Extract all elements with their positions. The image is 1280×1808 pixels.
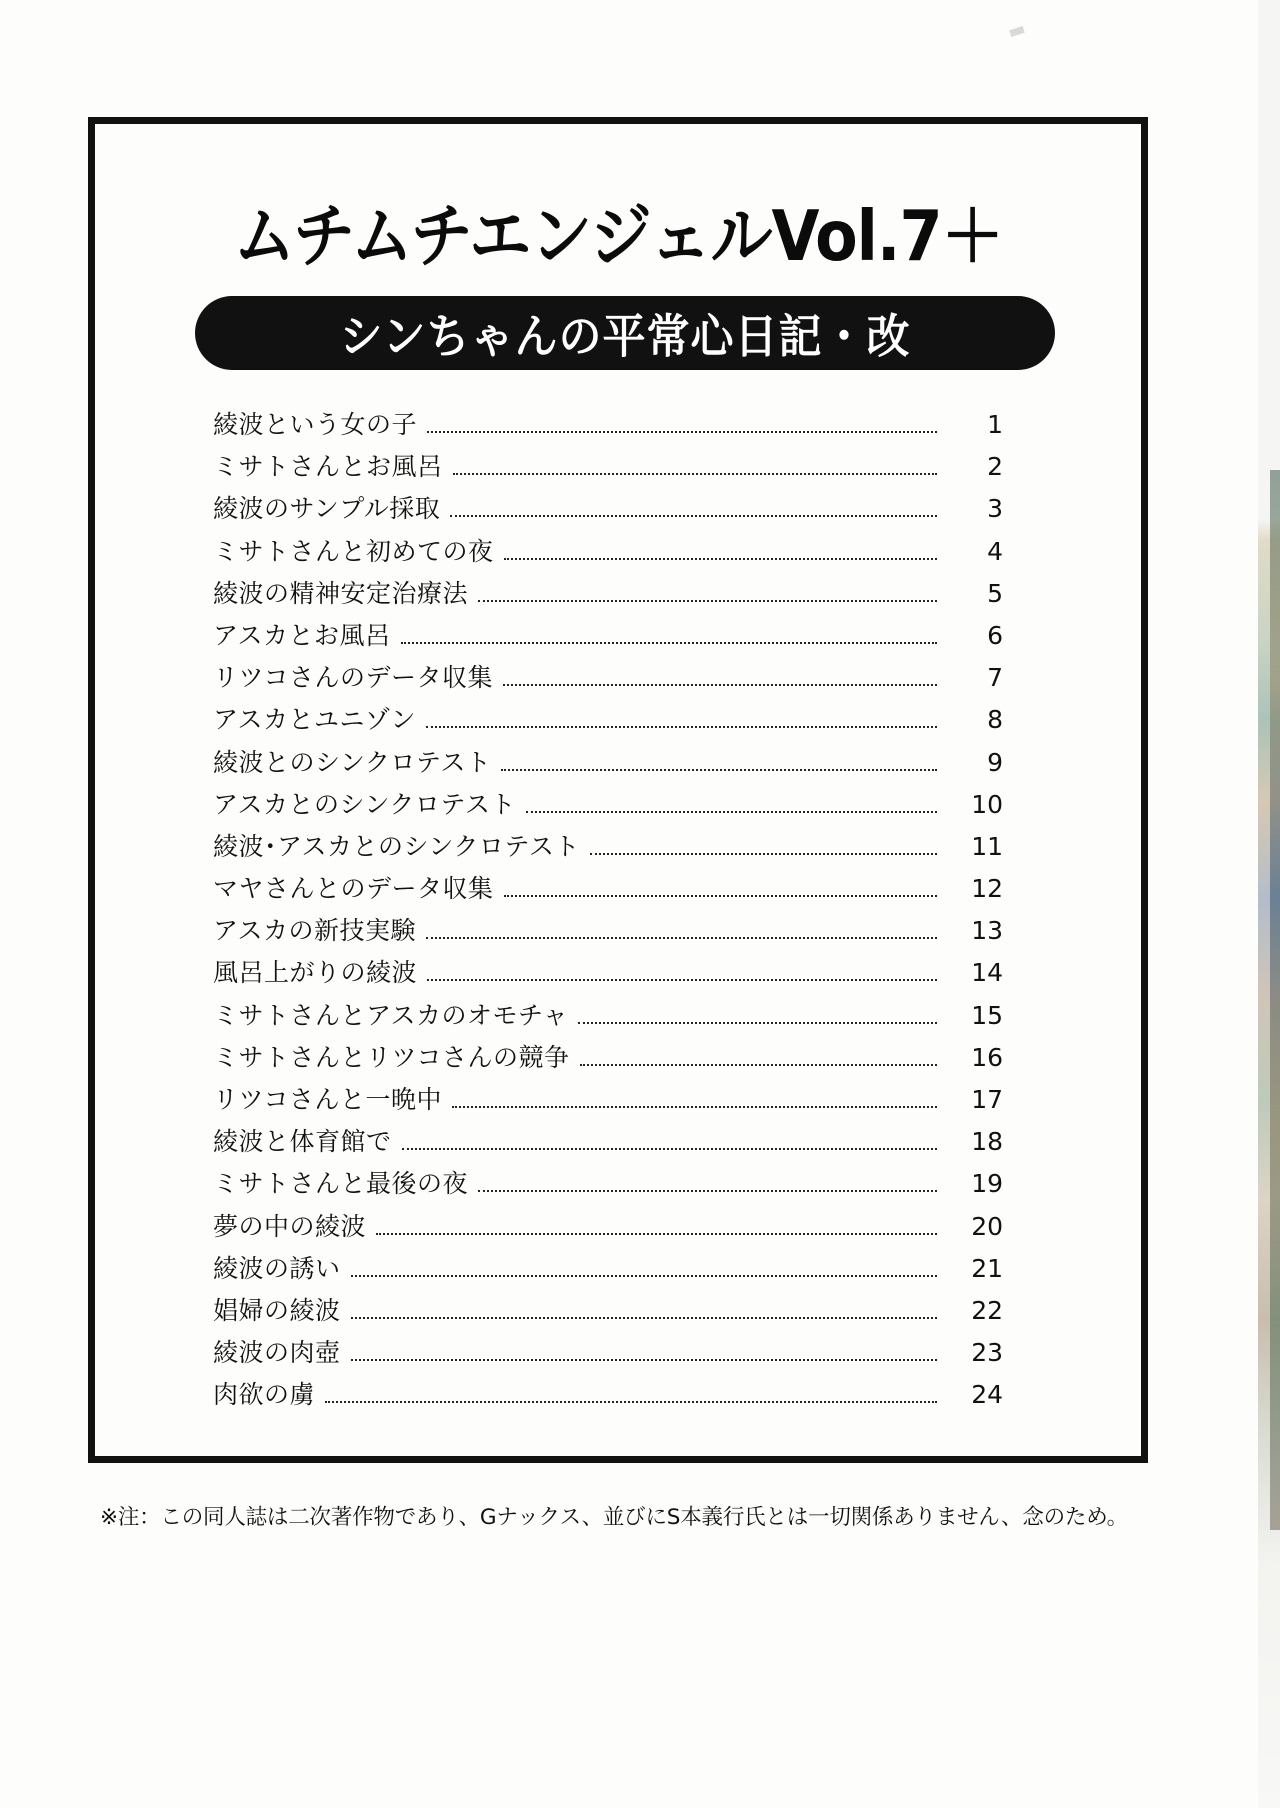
toc-entry-page-number: 2 [987,452,1003,482]
toc-entry-page-number: 15 [971,1000,1003,1030]
toc-entry[interactable] [213,616,1003,658]
toc-entry-page-number: 8 [987,705,1003,735]
toc-entry-label: 綾波のサンプル採取 [213,494,441,524]
toc-entry-page-number: 22 [971,1295,1003,1325]
toc-entry-page-number: 19 [971,1169,1003,1199]
toc-entry-label: 綾波の誘い [213,1253,341,1283]
toc-entry[interactable] [213,827,1003,869]
toc-leader-dots [351,1316,937,1319]
toc-leader-dots [427,978,937,981]
toc-leader-dots [325,1400,937,1403]
toc-leader-dots [426,725,937,728]
subtitle-text: シンちゃんの平常心日記・改 [339,309,911,364]
toc-entry[interactable] [213,405,1003,447]
footnote: ※注：この同人誌は二次著作物であり、Gナックス、並びにS本義行氏とは一切関係ありません、念のため。 [100,1505,1128,1530]
toc-entry-page-number: 10 [971,789,1003,819]
toc-entry-page-number: 11 [971,831,1003,861]
scan-edge-artifact-secondary [1270,470,1280,1530]
toc-leader-dots [453,472,937,475]
page-title: ムチムチエンジェルVol.7＋ [233,195,1003,277]
toc-entry-label: 綾波･アスカとのシンクロテスト [213,831,580,861]
toc-entry[interactable] [213,1207,1003,1249]
toc-entry[interactable] [213,785,1003,827]
scan-speck [1009,26,1024,37]
toc-entry-page-number: 9 [987,747,1003,777]
toc-entry[interactable] [213,532,1003,574]
toc-leader-dots [426,936,937,939]
toc-entry[interactable] [213,996,1003,1038]
toc-leader-dots [580,1063,937,1066]
toc-entry[interactable] [213,700,1003,742]
toc-entry-label: アスカとのシンクロテスト [213,789,516,819]
toc-entry-label: リツコさんのデータ収集 [213,663,494,693]
toc-entry[interactable] [213,447,1003,489]
toc-entry-label: 夢の中の綾波 [213,1211,367,1241]
toc-entry-page-number: 18 [971,1127,1003,1157]
toc-entry-page-number: 4 [987,536,1003,566]
toc-leader-dots [478,599,937,602]
toc-leader-dots [478,1189,937,1192]
toc-leader-dots [504,894,937,897]
toc-leader-dots [427,430,937,433]
toc-entry[interactable] [213,1122,1003,1164]
table-of-contents [213,405,1003,1418]
toc-entry-page-number: 5 [987,578,1003,608]
toc-entry-page-number: 20 [971,1211,1003,1241]
toc-entry-label: 綾波の肉壺 [213,1338,341,1368]
toc-entry[interactable] [213,1333,1003,1375]
toc-entry-page-number: 23 [971,1338,1003,1368]
toc-entry[interactable] [213,1038,1003,1080]
toc-entry-label: 肉欲の虜 [213,1380,316,1410]
toc-leader-dots [452,1105,937,1108]
toc-leader-dots [376,1232,937,1235]
toc-entry-label: 娼婦の綾波 [213,1295,341,1325]
toc-leader-dots [501,768,937,771]
toc-leader-dots [351,1358,937,1361]
content-frame [88,117,1148,1463]
toc-entry[interactable] [213,1291,1003,1333]
toc-entry-label: ミサトさんとアスカのオモチャ [213,1000,569,1030]
toc-entry-label: リツコさんと一晩中 [213,1085,443,1114]
toc-entry-label: ミサトさんと最後の夜 [213,1169,469,1199]
toc-entry-label: アスカとお風呂 [213,620,391,650]
toc-leader-dots [503,683,937,686]
toc-entry[interactable] [213,1164,1003,1206]
toc-entry-page-number: 7 [987,663,1003,693]
toc-entry-page-number: 24 [971,1380,1003,1410]
toc-entry[interactable] [213,658,1003,700]
toc-entry[interactable] [213,489,1003,531]
toc-entry-page-number: 16 [971,1042,1003,1072]
toc-entry-label: 綾波と体育館で [213,1127,392,1157]
toc-entry-page-number: 14 [971,958,1003,988]
toc-leader-dots [504,557,937,560]
toc-entry[interactable] [213,574,1003,616]
toc-entry-page-number: 12 [971,874,1003,904]
toc-leader-dots [401,641,937,644]
toc-entry[interactable] [213,743,1003,785]
toc-entry-label: 綾波とのシンクロテスト [213,747,492,777]
toc-entry[interactable] [213,869,1003,911]
toc-entry[interactable] [213,1249,1003,1291]
toc-entry[interactable] [213,1375,1003,1417]
toc-entry[interactable] [213,953,1003,995]
toc-entry-label: マヤさんとのデータ収集 [213,874,494,904]
toc-leader-dots [402,1147,937,1150]
toc-entry[interactable] [213,911,1003,953]
toc-entry-label: 綾波という女の子 [213,410,418,439]
toc-leader-dots [351,1274,937,1277]
subtitle-banner [195,296,1055,370]
toc-entry[interactable] [213,1080,1003,1122]
toc-entry-label: 風呂上がりの綾波 [213,958,418,988]
toc-entry-page-number: 1 [987,410,1003,439]
toc-entry-page-number: 17 [971,1085,1003,1114]
toc-entry-label: アスカの新技実験 [213,916,417,946]
toc-entry-label: ミサトさんと初めての夜 [213,536,494,566]
toc-leader-dots [526,810,937,813]
toc-leader-dots [578,1021,937,1024]
toc-entry-page-number: 3 [987,494,1003,524]
toc-entry-label: ミサトさんとリツコさんの競争 [213,1042,570,1072]
toc-entry-page-number: 13 [971,916,1003,946]
toc-leader-dots [450,514,937,517]
toc-entry-label: アスカとユニゾン [213,705,417,735]
toc-entry-label: ミサトさんとお風呂 [213,452,443,482]
toc-entry-page-number: 6 [987,620,1003,650]
toc-entry-page-number: 21 [971,1253,1003,1283]
toc-entry-label: 綾波の精神安定治療法 [213,578,469,608]
toc-leader-dots [590,852,937,855]
